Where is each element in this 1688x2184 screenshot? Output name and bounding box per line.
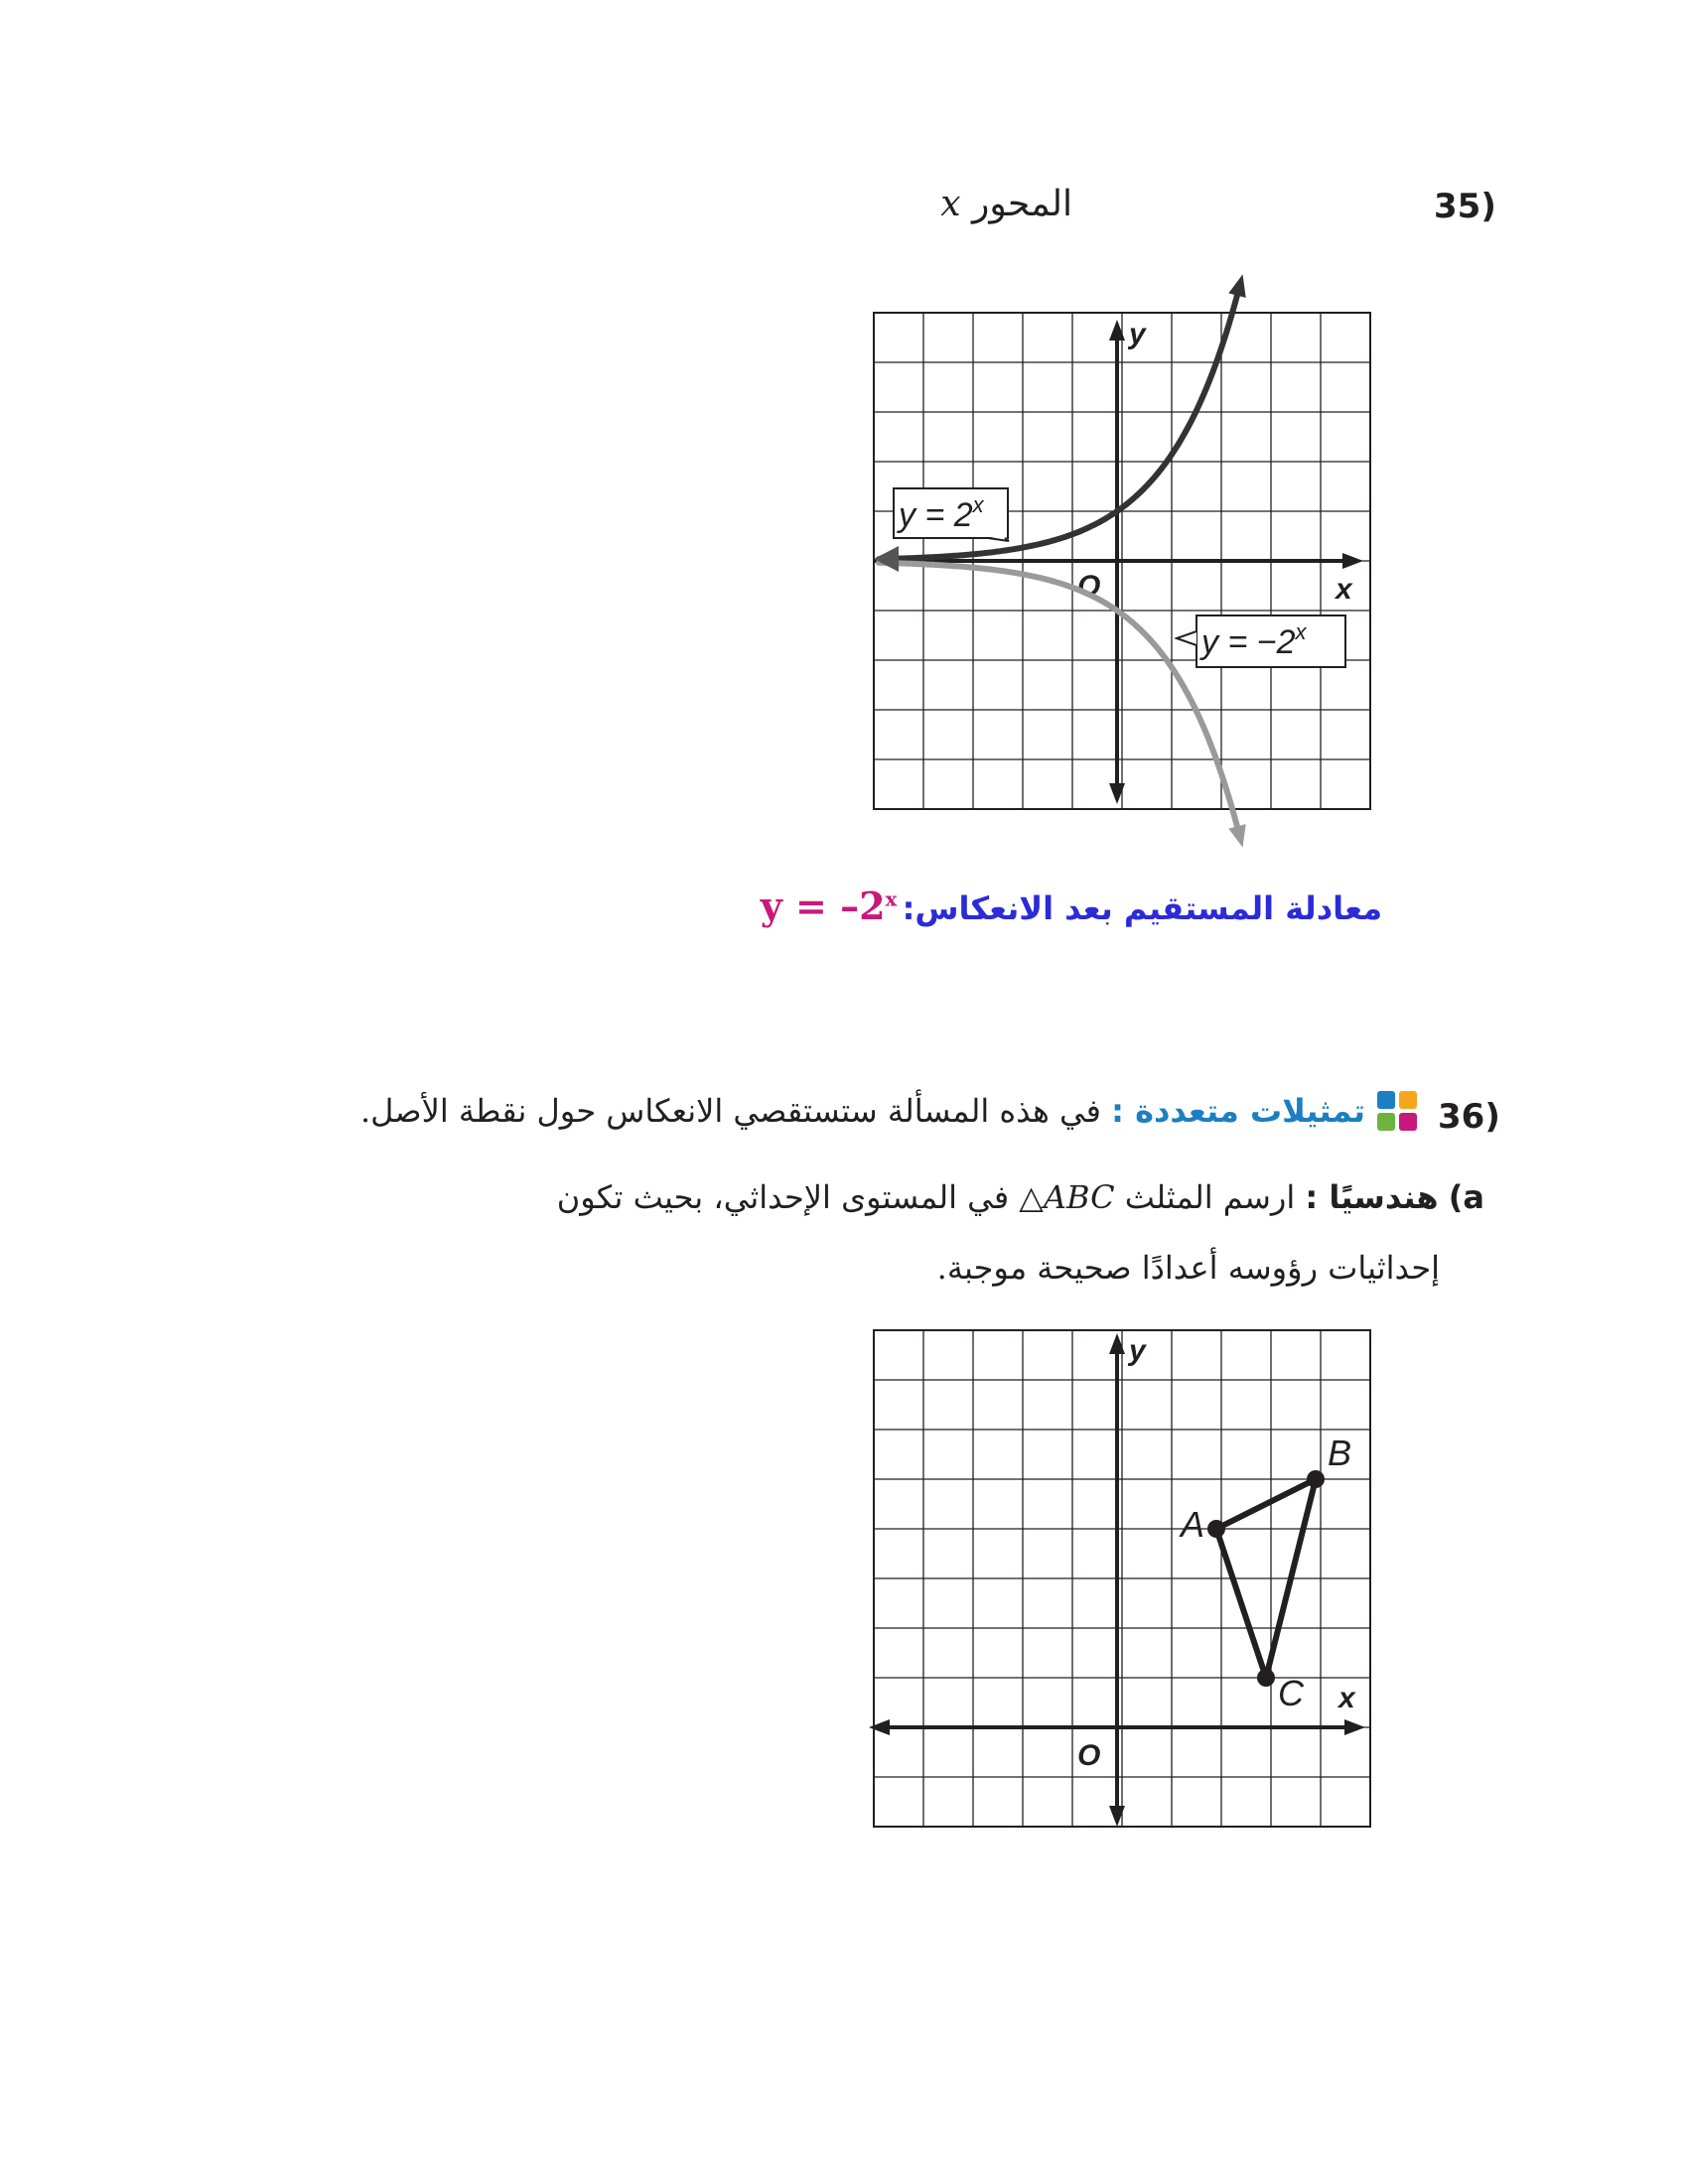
answer-equation: $y = -2^x$ [760,884,898,928]
part-a-label: هندسيًا : [1305,1178,1439,1216]
graph2-y-label: y [1129,1334,1146,1367]
graph1-y-label: y [1129,318,1146,350]
graph1-origin-label: O [1077,570,1101,603]
question-36-number: 36) [1438,1097,1500,1137]
graph2-x-arrow-right [1344,1719,1365,1735]
part-a-letter: a) [1448,1178,1484,1216]
callout1-exp: x [972,492,984,517]
part-a-line2: إحداثيات رؤوسه أعدادًا صحيحة موجبة. [936,1249,1440,1287]
graph2-grid [874,1330,1370,1827]
graph2-origin-label: O [1077,1739,1101,1772]
callout-y-equals-neg-2-to-x [1177,615,1345,667]
multiple-representations-label: تمثيلات متعددة : [1111,1092,1365,1130]
callout2-exp: x [1295,619,1307,644]
question-36-line [360,1092,1365,1130]
graph2-x-label: x [1338,1682,1355,1714]
part-a-text-before: ارسم المثلث [1124,1178,1296,1216]
curve2-arrow-end [1228,824,1245,848]
vertex-label-b: B [1328,1433,1352,1473]
callout-y-equals-2-to-x [894,488,1011,542]
question-35-label: المحور [971,184,1072,224]
graph1-x-label: x [1336,573,1352,606]
triangle-abc [1179,1433,1351,1713]
curve1-arrow-end [1228,274,1245,298]
answer-exponent: x [885,887,898,911]
vertex-a [1207,1520,1225,1538]
question-36-text: في هذه المسألة ستستقصي الانعكاس حول نقطة الأصل. [359,1092,1101,1130]
graph1-axes [874,318,1363,804]
curve-y-equals-neg-2-to-x [879,563,1239,832]
part-a-text-after: في المستوى الإحداثي، بحيث تكون [556,1178,1010,1216]
multiple-representations-icon [1375,1089,1419,1133]
triangle-symbol: △ABC [1019,1178,1115,1216]
answer-line [761,884,1382,928]
question-35-variable: x [940,184,961,224]
vertex-b [1307,1470,1325,1488]
graph1-x-arrow [1342,553,1363,569]
part-a-line1 [557,1178,1484,1216]
curves-left-arrow [874,546,899,572]
vertex-label-c: C [1278,1673,1304,1713]
callout2-base: $y = -2^x$ [1201,619,1307,661]
question-35-number: 35) [1434,187,1496,226]
callout1-base: $y = 2^x$ [899,492,984,534]
answer-label: معادلة المستقيم بعد الانعكاس: [902,889,1382,927]
graph2-x-arrow-left [869,1719,890,1735]
vertex-c [1257,1669,1275,1687]
vertex-label-a: A [1181,1504,1205,1545]
